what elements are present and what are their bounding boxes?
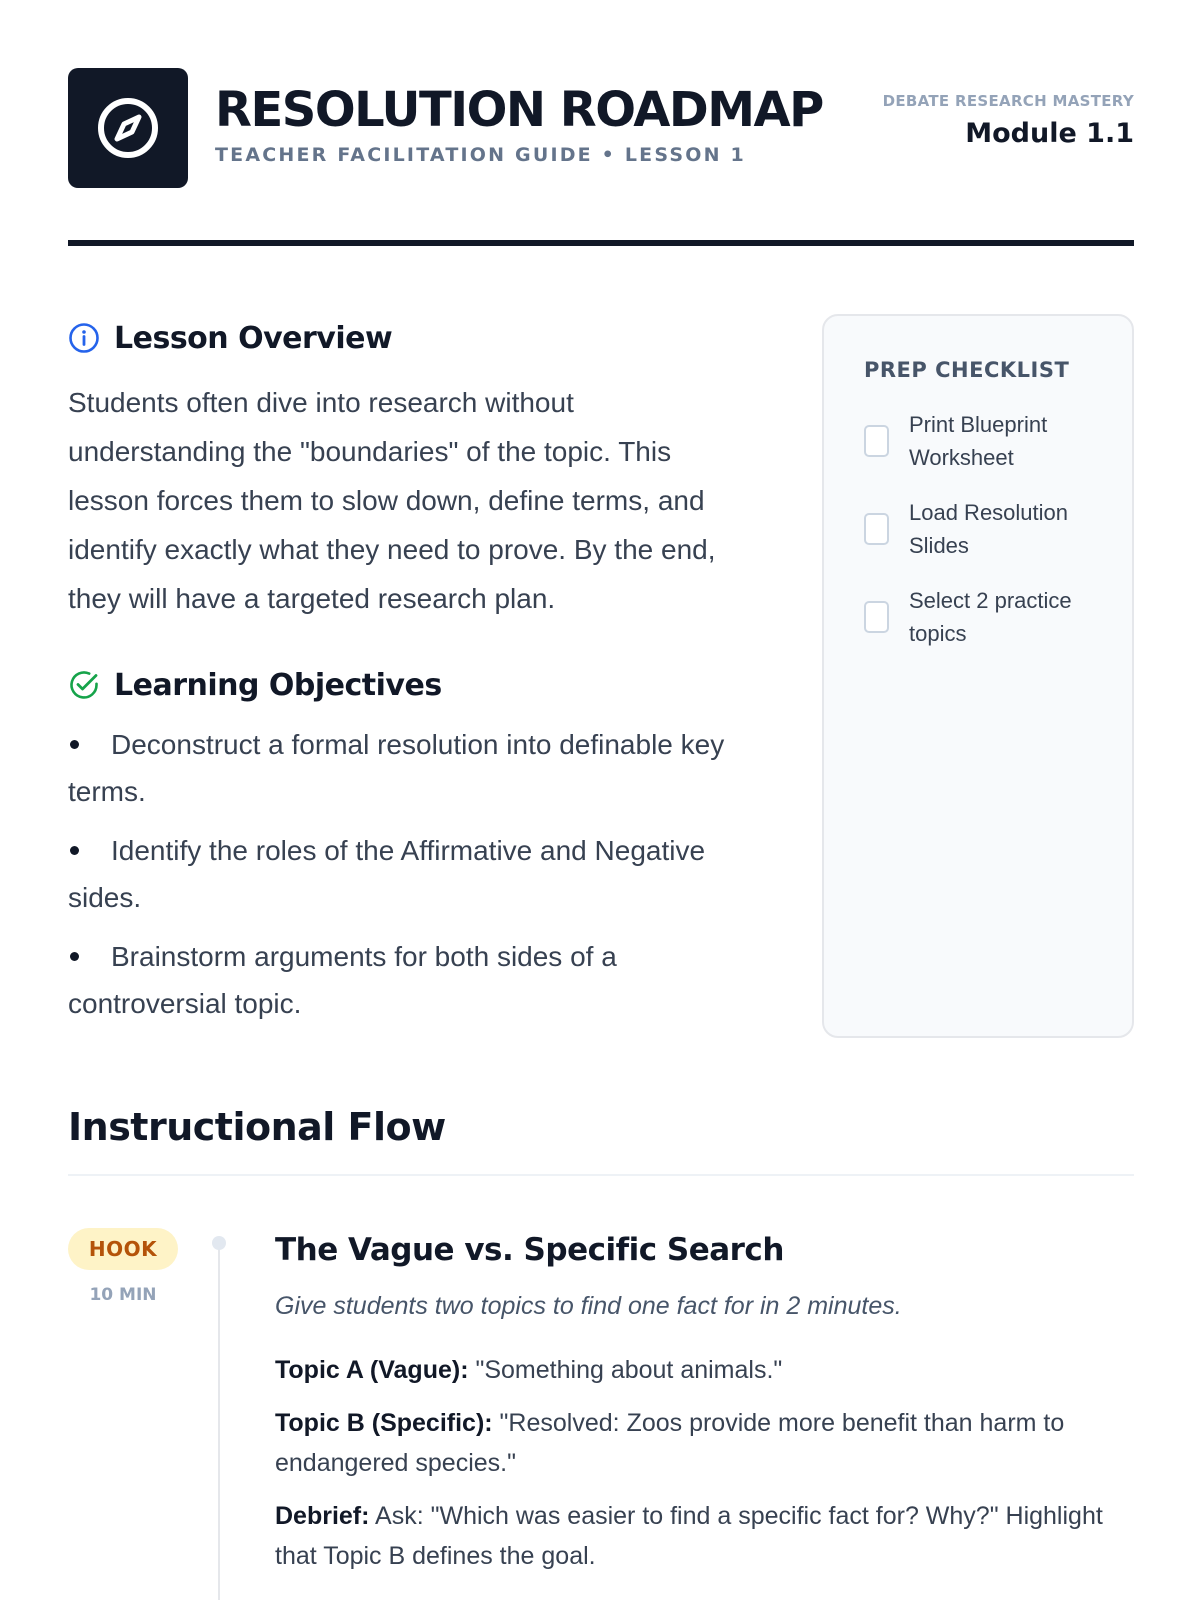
step-title: The Vague vs. Specific Search	[275, 1232, 784, 1268]
bullet-icon	[70, 846, 79, 855]
objective-text: Deconstruct a formal resolution into definable key terms.	[68, 729, 725, 807]
flow-title: Instructional Flow	[68, 1105, 446, 1149]
module-number: Module 1.1	[965, 118, 1134, 149]
objective-text: Identify the roles of the Affirmative and Negative sides.	[68, 835, 706, 913]
checkbox[interactable]	[864, 513, 889, 545]
step-detail	[275, 1350, 1135, 1390]
checkbox[interactable]	[864, 601, 889, 633]
title-block	[215, 82, 823, 166]
prep-checklist	[822, 314, 1134, 1038]
module-meta	[883, 92, 1134, 149]
bullet-icon	[70, 952, 79, 961]
objectives-title: Learning Objectives	[114, 667, 442, 703]
detail-text: "Something about animals."	[468, 1356, 783, 1384]
detail-text: Ask: "Which was easier to find a specific fact for? Why?" Highlight that Topic B defines the goal.	[275, 1502, 1103, 1570]
checklist-item[interactable]	[864, 496, 1092, 562]
header-divider	[68, 240, 1134, 246]
check-circle-icon	[68, 669, 100, 701]
page-title: RESOLUTION ROADMAP	[215, 82, 823, 138]
checklist-item[interactable]	[864, 408, 1092, 474]
checkbox[interactable]	[864, 425, 889, 457]
detail-label: Topic B (Specific):	[275, 1409, 493, 1437]
objective-text: Brainstorm arguments for both sides of a controversial topic.	[68, 941, 617, 1019]
flow-step	[275, 1228, 1135, 1576]
objectives-list	[68, 721, 743, 1027]
timeline-line	[218, 1244, 220, 1600]
info-icon	[68, 322, 100, 354]
checklist-label: Select 2 practice topics	[909, 588, 1072, 646]
list-item	[68, 933, 743, 1027]
checklist-label: Print Blueprint Worksheet	[909, 412, 1048, 470]
detail-label: Topic A (Vague):	[275, 1356, 469, 1384]
main-content	[68, 318, 743, 1039]
compass-icon	[96, 96, 160, 160]
list-item	[68, 721, 743, 815]
objectives-heading	[68, 665, 743, 705]
step-detail	[275, 1403, 1135, 1483]
phase-duration: 10 MIN	[89, 1285, 157, 1305]
flow-divider	[68, 1174, 1134, 1176]
detail-label: Debrief:	[275, 1502, 370, 1530]
checklist-title: PREP CHECKLIST	[864, 358, 1070, 382]
logo-tile	[68, 68, 188, 188]
page-header	[68, 68, 1134, 188]
series-name: DEBATE RESEARCH MASTERY	[882, 92, 1134, 110]
list-item	[68, 827, 743, 921]
checklist-label: Load Resolution Slides	[909, 500, 1069, 558]
overview-heading	[68, 318, 743, 358]
checklist-item[interactable]	[864, 584, 1092, 650]
overview-title: Lesson Overview	[114, 320, 393, 356]
timeline-dot	[212, 1236, 226, 1250]
overview-text: Students often dive into research without understanding the "boundaries" of the topic. This lesson forces them to slow down, define terms, and identify exactly what they need to prove. By the end, they will have a targeted research plan.	[68, 387, 716, 614]
step-detail	[275, 1496, 1135, 1576]
phase-badge: HOOK	[68, 1228, 178, 1270]
bullet-icon	[70, 740, 79, 749]
detail-text: "Resolved: Zoos provide more benefit than harm to endangered species."	[275, 1409, 1065, 1477]
page-subtitle: TEACHER FACILITATION GUIDE • LESSON 1	[215, 144, 746, 166]
step-description: Give students two topics to find one fact for in 2 minutes.	[275, 1292, 902, 1320]
